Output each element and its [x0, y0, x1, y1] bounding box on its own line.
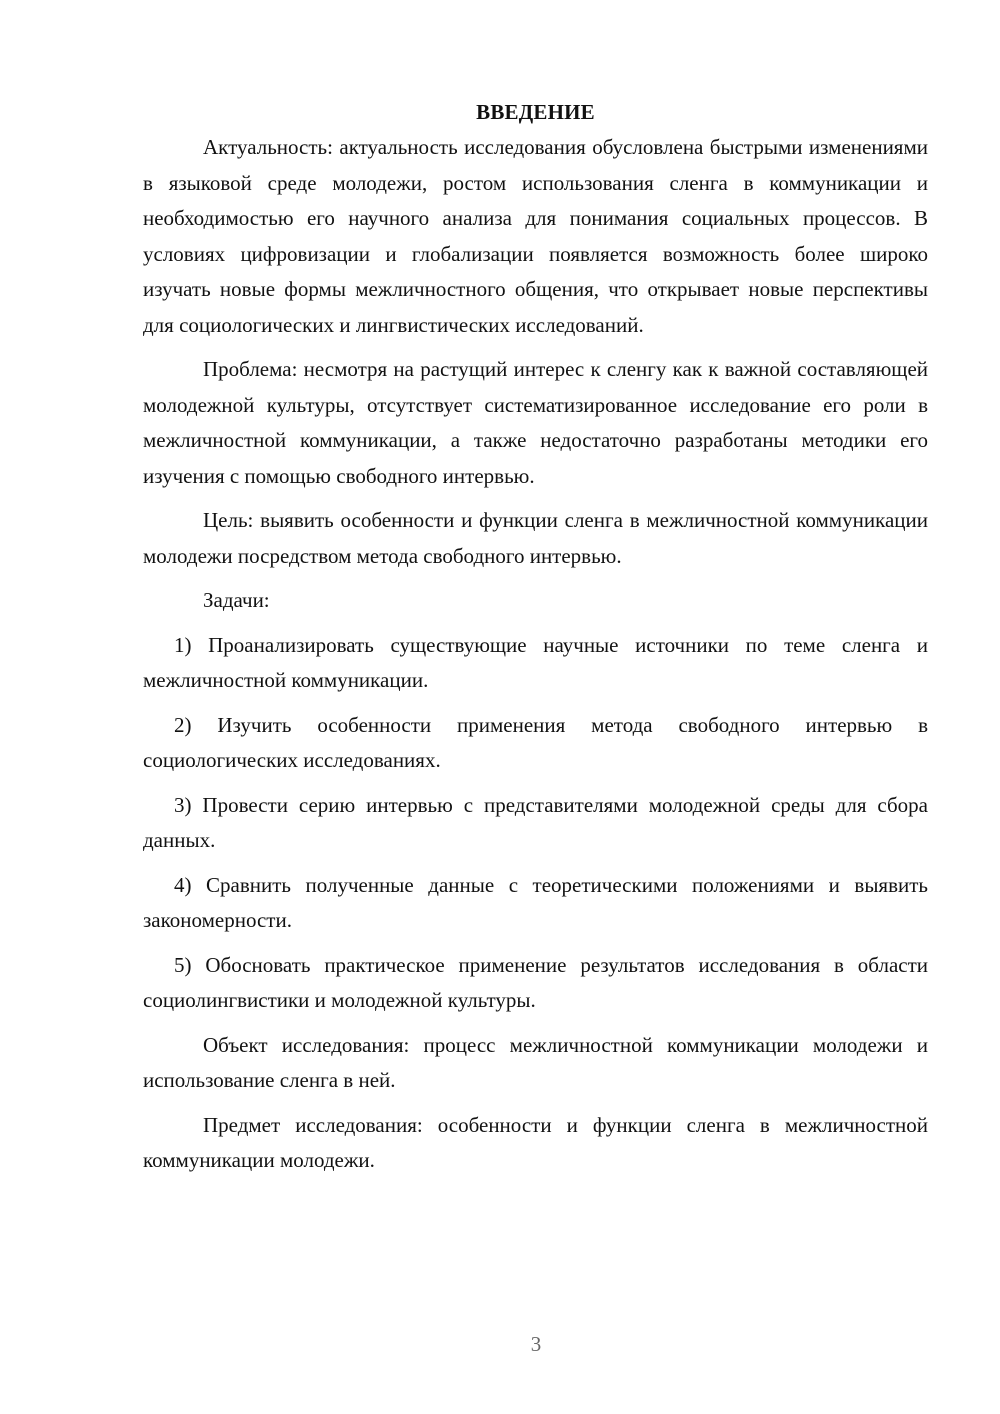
tasks-label: Задачи:	[203, 588, 270, 612]
object-paragraph: Объект исследования: процесс межличностной коммуникации молодежи и использование сленга в ней.	[143, 1032, 928, 1092]
section-heading: ВВЕДЕНИЕ	[476, 100, 595, 124]
task-item: 3) Провести серию интервью с представителями молодежной среды для сбора данных.	[143, 792, 928, 852]
relevance-paragraph: Актуальность: актуальность исследования обусловлена быстрыми изменениями в языковой среде молодежи, ростом использования сленга в коммуникации и необходимостью его научного анализа для понимания социальных процессов. В условиях цифровизации и глобализации появляется возможность более широко изучать новые формы межличностного общения, что открывает новые перспективы для социологических и лингвистических исследований.	[143, 135, 928, 337]
task-item: 2) Изучить особенности применения метода свободного интервью в социологических исследованиях.	[143, 712, 928, 772]
task-item: 5) Обосновать практическое применение результатов исследования в области социолингвистики и молодежной культуры.	[143, 952, 928, 1012]
page-content	[143, 94, 928, 1188]
page-number: 3	[530, 1332, 542, 1356]
subject-paragraph: Предмет исследования: особенности и функции сленга в межличностной коммуникации молодежи.	[143, 1112, 928, 1172]
goal-paragraph: Цель: выявить особенности и функции сленга в межличностной коммуникации молодежи посредством метода свободного интервью.	[143, 508, 928, 568]
problem-paragraph: Проблема: несмотря на растущий интерес к сленгу как к важной составляющей молодежной культуры, отсутствует систематизированное исследование его роли в межличностной коммуникации, а также недостаточно разработаны методики его изучения с помощью свободного интервью.	[143, 357, 928, 488]
task-item: 1) Проанализировать существующие научные источники по теме сленга и межличностной коммуникации.	[143, 632, 928, 692]
task-item: 4) Сравнить полученные данные с теоретическими положениями и выявить закономерности.	[143, 872, 928, 932]
